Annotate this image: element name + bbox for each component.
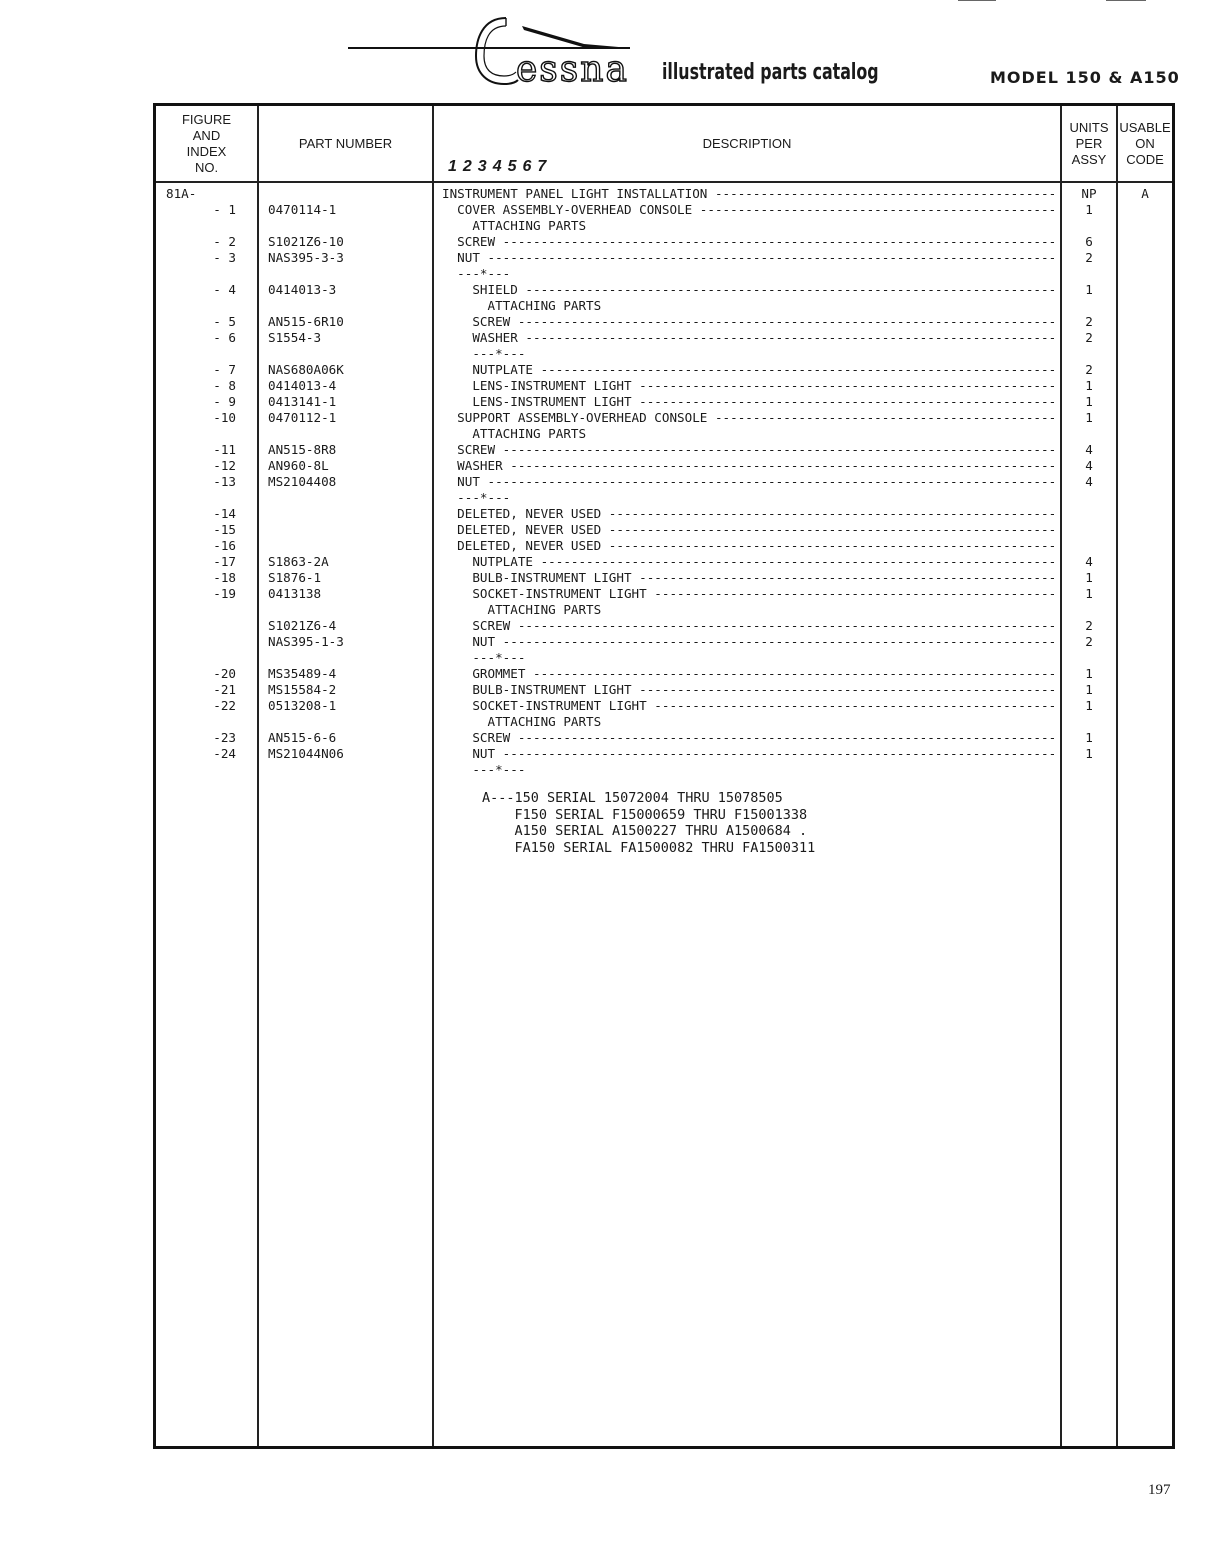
part-number-cell: AN960-8L xyxy=(268,458,329,473)
description-cell: GROMMET --------------------------------------------------------------------- xyxy=(442,666,1057,681)
table-row xyxy=(156,458,1172,474)
figure-index-cell: -24 xyxy=(213,746,236,761)
units-cell: 4 xyxy=(1085,554,1093,569)
description-cell: ATTACHING PARTS xyxy=(442,602,602,617)
description-cell: SCREW ------------------------------------------------------------------------- xyxy=(442,234,1057,249)
serial-note-line: A---150 SERIAL 15072004 THRU 15078505 xyxy=(482,790,783,806)
units-cell: 2 xyxy=(1085,634,1093,649)
description-cell: SHIELD ---------------------------------------------------------------------- xyxy=(442,282,1057,297)
part-number-cell: 0470114-1 xyxy=(268,202,337,217)
figure-index-cell: - 1 xyxy=(213,202,236,217)
description-cell: NUTPLATE -------------------------------------------------------------------- xyxy=(442,362,1057,377)
units-cell: 1 xyxy=(1085,698,1093,713)
table-row xyxy=(156,650,1172,666)
figure-index-cell: -10 xyxy=(213,410,236,425)
figure-index-cell: - 8 xyxy=(213,378,236,393)
table-row xyxy=(156,570,1172,586)
table-row xyxy=(156,746,1172,762)
table-row xyxy=(156,554,1172,570)
table-row xyxy=(156,634,1172,650)
units-cell: 4 xyxy=(1085,458,1093,473)
part-number-cell: MS21044N06 xyxy=(268,746,344,761)
table-row xyxy=(156,698,1172,714)
table-row xyxy=(156,266,1172,282)
figure-index-cell: - 9 xyxy=(213,394,236,409)
table-row xyxy=(156,218,1172,234)
table-row xyxy=(156,202,1172,218)
header-figure: FIGURE AND INDEX NO. xyxy=(181,111,232,175)
part-number-cell: AN515-8R8 xyxy=(268,442,337,457)
description-cell: ---*--- xyxy=(442,266,511,281)
part-number-cell: MS35489-4 xyxy=(268,666,337,681)
description-cell: NUT --------------------------------------------------------------------------- xyxy=(442,474,1057,489)
serial-note-line: F150 SERIAL F15000659 THRU F15001338 xyxy=(482,806,808,823)
table-row xyxy=(156,298,1172,314)
figure-index-cell: - 2 xyxy=(213,234,236,249)
description-cell: SCREW ----------------------------------------------------------------------- xyxy=(442,730,1057,745)
figure-index-cell: -14 xyxy=(213,506,236,521)
description-cell: NUTPLATE -------------------------------------------------------------------- xyxy=(442,554,1057,569)
units-cell: 1 xyxy=(1085,746,1093,761)
table-row xyxy=(156,394,1172,410)
figure-index-cell: -17 xyxy=(213,554,236,569)
description-cell: LENS-INSTRUMENT LIGHT ------------------------------------------------------- xyxy=(442,378,1057,393)
units-cell: 2 xyxy=(1085,362,1093,377)
table-row xyxy=(156,186,1172,202)
serial-notes xyxy=(482,790,815,856)
description-cell: ATTACHING PARTS xyxy=(442,218,587,233)
part-number-cell: AN515-6R10 xyxy=(268,314,344,329)
description-cell: SCREW ------------------------------------------------------------------------- xyxy=(442,442,1057,457)
table-row xyxy=(156,362,1172,378)
description-cell: SOCKET-INSTRUMENT LIGHT ----------------------------------------------------- xyxy=(442,698,1057,713)
description-cell: ---*--- xyxy=(442,762,526,777)
parts-table xyxy=(153,103,1175,1449)
table-row xyxy=(156,666,1172,682)
table-row xyxy=(156,442,1172,458)
part-number-cell: 0513208-1 xyxy=(268,698,337,713)
units-cell: 1 xyxy=(1085,410,1093,425)
table-row xyxy=(156,378,1172,394)
units-cell: 1 xyxy=(1085,570,1093,585)
part-number-cell: S1021Z6-4 xyxy=(268,618,337,633)
header-usable: USABLE ON CODE xyxy=(1119,119,1171,167)
description-cell: NUT ------------------------------------------------------------------------- xyxy=(442,634,1057,649)
table-row xyxy=(156,714,1172,730)
part-number-cell: S1021Z6-10 xyxy=(268,234,344,249)
table-row xyxy=(156,522,1172,538)
figure-index-cell: -21 xyxy=(213,682,236,697)
table-row xyxy=(156,250,1172,266)
page-header xyxy=(0,0,1212,100)
description-cell: SUPPORT ASSEMBLY-OVERHEAD CONSOLE --------------------------------------------- xyxy=(442,410,1057,425)
units-cell: 1 xyxy=(1085,682,1093,697)
part-number-cell: MS2104408 xyxy=(268,474,337,489)
catalog-title: illustrated parts catalog xyxy=(662,60,879,85)
units-cell: 2 xyxy=(1085,330,1093,345)
page-number: 197 xyxy=(1148,1482,1171,1498)
part-number-cell: 0470112-1 xyxy=(268,410,337,425)
table-row xyxy=(156,538,1172,554)
part-number-cell: S1863-2A xyxy=(268,554,329,569)
part-number-cell: S1554-3 xyxy=(268,330,322,345)
model-label: MODEL 150 & A150 xyxy=(990,68,1180,87)
figure-index-cell: 81A- xyxy=(166,186,197,201)
description-cell: ATTACHING PARTS xyxy=(442,426,587,441)
table-row xyxy=(156,346,1172,362)
units-cell: 1 xyxy=(1085,586,1093,601)
table-row xyxy=(156,410,1172,426)
table-row xyxy=(156,586,1172,602)
units-cell: 1 xyxy=(1085,282,1093,297)
table-row xyxy=(156,426,1172,442)
part-number-cell: 0414013-4 xyxy=(268,378,337,393)
figure-index-cell: -23 xyxy=(213,730,236,745)
table-row xyxy=(156,682,1172,698)
description-cell: SOCKET-INSTRUMENT LIGHT ----------------------------------------------------- xyxy=(442,586,1057,601)
description-cell: ---*--- xyxy=(442,650,526,665)
part-number-cell: 0414013-3 xyxy=(268,282,337,297)
table-row xyxy=(156,282,1172,298)
part-number-cell: NAS680A06K xyxy=(268,362,344,377)
description-cell: DELETED, NEVER USED ----------------------------------------------------------- xyxy=(442,538,1057,553)
description-cell: SCREW ----------------------------------------------------------------------- xyxy=(442,618,1057,633)
units-cell: 1 xyxy=(1085,202,1093,217)
header-description: DESCRIPTION xyxy=(702,135,792,151)
description-cell: LENS-INSTRUMENT LIGHT ------------------------------------------------------- xyxy=(442,394,1057,409)
logo-wordmark: essna xyxy=(516,49,629,90)
description-cell: NUT ------------------------------------------------------------------------- xyxy=(442,746,1057,761)
table-body xyxy=(156,186,1172,778)
figure-index-cell: -11 xyxy=(213,442,236,457)
table-row xyxy=(156,474,1172,490)
figure-index-cell: - 3 xyxy=(213,250,236,265)
figure-index-cell: -19 xyxy=(213,586,236,601)
units-cell: 1 xyxy=(1085,378,1093,393)
scan-mark xyxy=(958,0,996,1)
table-row xyxy=(156,330,1172,346)
units-cell: 1 xyxy=(1085,730,1093,745)
table-row xyxy=(156,234,1172,250)
part-number-cell: AN515-6-6 xyxy=(268,730,337,745)
units-cell: 4 xyxy=(1085,442,1093,457)
description-cell: ATTACHING PARTS xyxy=(442,298,602,313)
part-number-cell: MS15584-2 xyxy=(268,682,337,697)
figure-index-cell: - 4 xyxy=(213,282,236,297)
header-divider xyxy=(156,181,1172,183)
serial-note-line: FA150 SERIAL FA1500082 THRU FA1500311 xyxy=(482,839,816,856)
indent-digits: 1234567 xyxy=(448,158,553,175)
part-number-cell: NAS395-1-3 xyxy=(268,634,344,649)
part-number-cell: S1876-1 xyxy=(268,570,322,585)
description-cell: SCREW ----------------------------------------------------------------------- xyxy=(442,314,1057,329)
figure-index-cell: -13 xyxy=(213,474,236,489)
description-cell: ATTACHING PARTS xyxy=(442,714,602,729)
header-units: UNITS PER ASSY xyxy=(1069,119,1109,167)
table-row xyxy=(156,762,1172,778)
figure-index-cell: -22 xyxy=(213,698,236,713)
description-cell: ---*--- xyxy=(442,490,511,505)
description-cell: BULB-INSTRUMENT LIGHT ------------------------------------------------------- xyxy=(442,682,1057,697)
description-cell: DELETED, NEVER USED ----------------------------------------------------------- xyxy=(442,506,1057,521)
table-row xyxy=(156,506,1172,522)
serial-note-line: A150 SERIAL A1500227 THRU A1500684 . xyxy=(482,823,808,839)
table-row xyxy=(156,730,1172,746)
figure-index-cell: -15 xyxy=(213,522,236,537)
part-number-cell: 0413138 xyxy=(268,586,322,601)
usable-code-cell: A xyxy=(1141,186,1149,201)
units-cell: 1 xyxy=(1085,394,1093,409)
description-cell: WASHER ---------------------------------------------------------------------- xyxy=(442,330,1057,345)
part-number-cell: NAS395-3-3 xyxy=(268,250,344,265)
description-cell: ---*--- xyxy=(442,346,526,361)
units-cell: 2 xyxy=(1085,314,1093,329)
table-row xyxy=(156,602,1172,618)
units-cell: NP xyxy=(1081,186,1097,201)
table-row xyxy=(156,314,1172,330)
description-cell: WASHER ------------------------------------------------------------------------ xyxy=(442,458,1057,473)
header-part-number: PART NUMBER xyxy=(298,135,393,151)
figure-index-cell: -16 xyxy=(213,538,236,553)
units-cell: 6 xyxy=(1085,234,1093,249)
units-cell: 1 xyxy=(1085,666,1093,681)
units-cell: 4 xyxy=(1085,474,1093,489)
figure-index-cell: - 6 xyxy=(213,330,236,345)
units-cell: 2 xyxy=(1085,250,1093,265)
figure-index-cell: -18 xyxy=(213,570,236,585)
description-cell: COVER ASSEMBLY-OVERHEAD CONSOLE ----------------------------------------------- xyxy=(442,202,1057,217)
units-cell: 2 xyxy=(1085,618,1093,633)
figure-index-cell: - 5 xyxy=(213,314,236,329)
figure-index-cell: -12 xyxy=(213,458,236,473)
part-number-cell: 0413141-1 xyxy=(268,394,337,409)
description-cell: NUT --------------------------------------------------------------------------- xyxy=(442,250,1057,265)
description-cell: DELETED, NEVER USED ----------------------------------------------------------- xyxy=(442,522,1057,537)
description-cell: BULB-INSTRUMENT LIGHT ------------------------------------------------------- xyxy=(442,570,1057,585)
table-row xyxy=(156,490,1172,506)
figure-index-cell: - 7 xyxy=(213,362,236,377)
description-cell: INSTRUMENT PANEL LIGHT INSTALLATION --------------------------------------------- xyxy=(442,186,1057,201)
table-row xyxy=(156,618,1172,634)
figure-index-cell: -20 xyxy=(213,666,236,681)
scan-mark xyxy=(1106,0,1146,1)
